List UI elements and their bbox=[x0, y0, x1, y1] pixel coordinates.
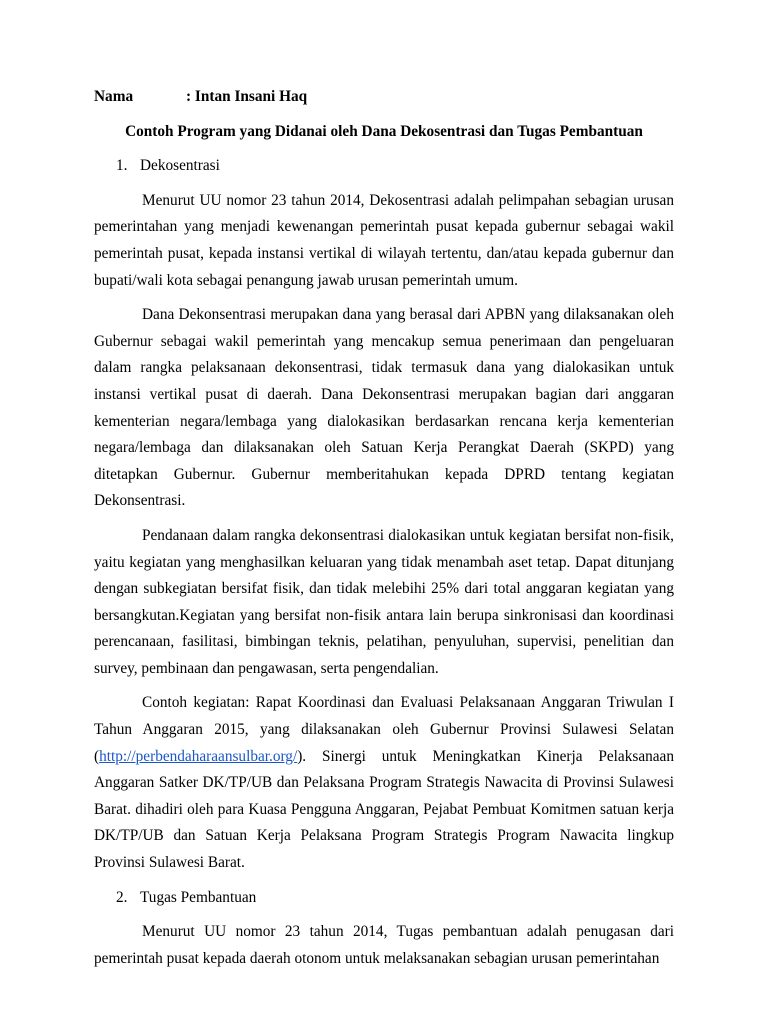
example-text-after-link: ). Sinergi untuk Meningkatkan Kinerja Pelaksanaan Anggaran Satker DK/TP/UB dan Pelaksana Program Strategis Nawacita di Provinsi Sulawesi Barat. dihadiri oleh para Kuasa Pengguna Anggaran, Pejabat Pembuat Komitmen satuan kerja DK/TP/UB dan Satuan Kerja Pelaksana Program Strategis Program Nawacita lingkup Provinsi Sulawesi Barat. bbox=[94, 747, 674, 872]
paragraph: Menurut UU nomor 23 tahun 2014, Dekosentrasi adalah pelimpahan sebagian urusan pemerintahan yang menjadi kewenangan pemerintah pusat kepada gubernur sebagai wakil pemerintah pusat, kepada instansi vertikal di wilayah tertentu, dan/atau kepada gubernur dan bupati/wali kota sebagai penangung jawab urusan pemerintah umum. bbox=[94, 191, 674, 289]
name-value: : Intan Insani Haq bbox=[186, 88, 308, 105]
section-heading-tugas-pembantuan bbox=[94, 885, 674, 912]
name-label: Nama bbox=[94, 88, 134, 105]
name-line bbox=[94, 84, 674, 111]
section-number: 2. bbox=[116, 888, 128, 906]
paragraph: Dana Dekonsentrasi merupakan dana yang berasal dari APBN yang dilaksanakan oleh Gubernur sebagai wakil pemerintah yang mencakup semua penerimaan dan pengeluaran dalam rangka pelaksanaan dekonsentrasi, tidak termasuk dana yang dialokasikan untuk instansi vertikal pusat di daerah. Dana Dekonsentrasi merupakan bagian dari anggaran kementerian negara/lembaga yang dialokasikan berdasarkan rencana kerja kementerian negara/lembaga dan dilaksanakan oleh Satuan Kerja Perangkat Daerah (SKPD) yang ditetapkan Gubernur. Gubernur memberitahukan kepada DPRD tentang kegiatan Dekonsentrasi. bbox=[94, 306, 674, 510]
document-title: Contoh Program yang Didanai oleh Dana Dekosentrasi dan Tugas Pembantuan bbox=[125, 122, 643, 140]
paragraph: Pendanaan dalam rangka dekonsentrasi dialokasikan untuk kegiatan bersifat non-fisik, yaitu kegiatan yang menghasilkan keluaran yang tidak menambah aset tetap. Dapat ditunjang dengan subkegiatan bersifat fisik, dan tidak melebihi 25% dari total anggaran kegiatan yang bersangkutan.Kegiatan yang bersifat non-fisik antara lain berupa sinkronisasi dan koordinasi perencanaan, fasilitasi, bimbingan teknis, pelatihan, penyuluhan, supervisi, penelitian dan survey, pembinaan dan pengawasan, serta pengendalian. bbox=[94, 526, 674, 677]
document-page bbox=[94, 84, 674, 980]
section-heading-dekosentrasi bbox=[94, 153, 674, 180]
section-title: Dekosentrasi bbox=[140, 157, 220, 175]
paragraph: Menurut UU nomor 23 tahun 2014, Tugas pembantuan adalah penugasan dari pemerintah pusat kepada daerah otonom untuk melaksanakan sebagian urusan pemerintahan bbox=[94, 923, 674, 967]
section-title: Tugas Pembantuan bbox=[140, 888, 257, 906]
perbendaharaan-link[interactable]: http://perbendaharaansulbar.org/ bbox=[99, 747, 298, 765]
section-number: 1. bbox=[116, 157, 128, 175]
example-text-before-link: Contoh kegiatan: Rapat Koordinasi dan Evaluasi Pelaksanaan Anggaran Triwulan I Tahun Anggaran 2015, yang dilaksanakan oleh Gubernur Provinsi Sulawesi Selatan ( bbox=[94, 694, 674, 765]
example-paragraph bbox=[94, 690, 674, 876]
